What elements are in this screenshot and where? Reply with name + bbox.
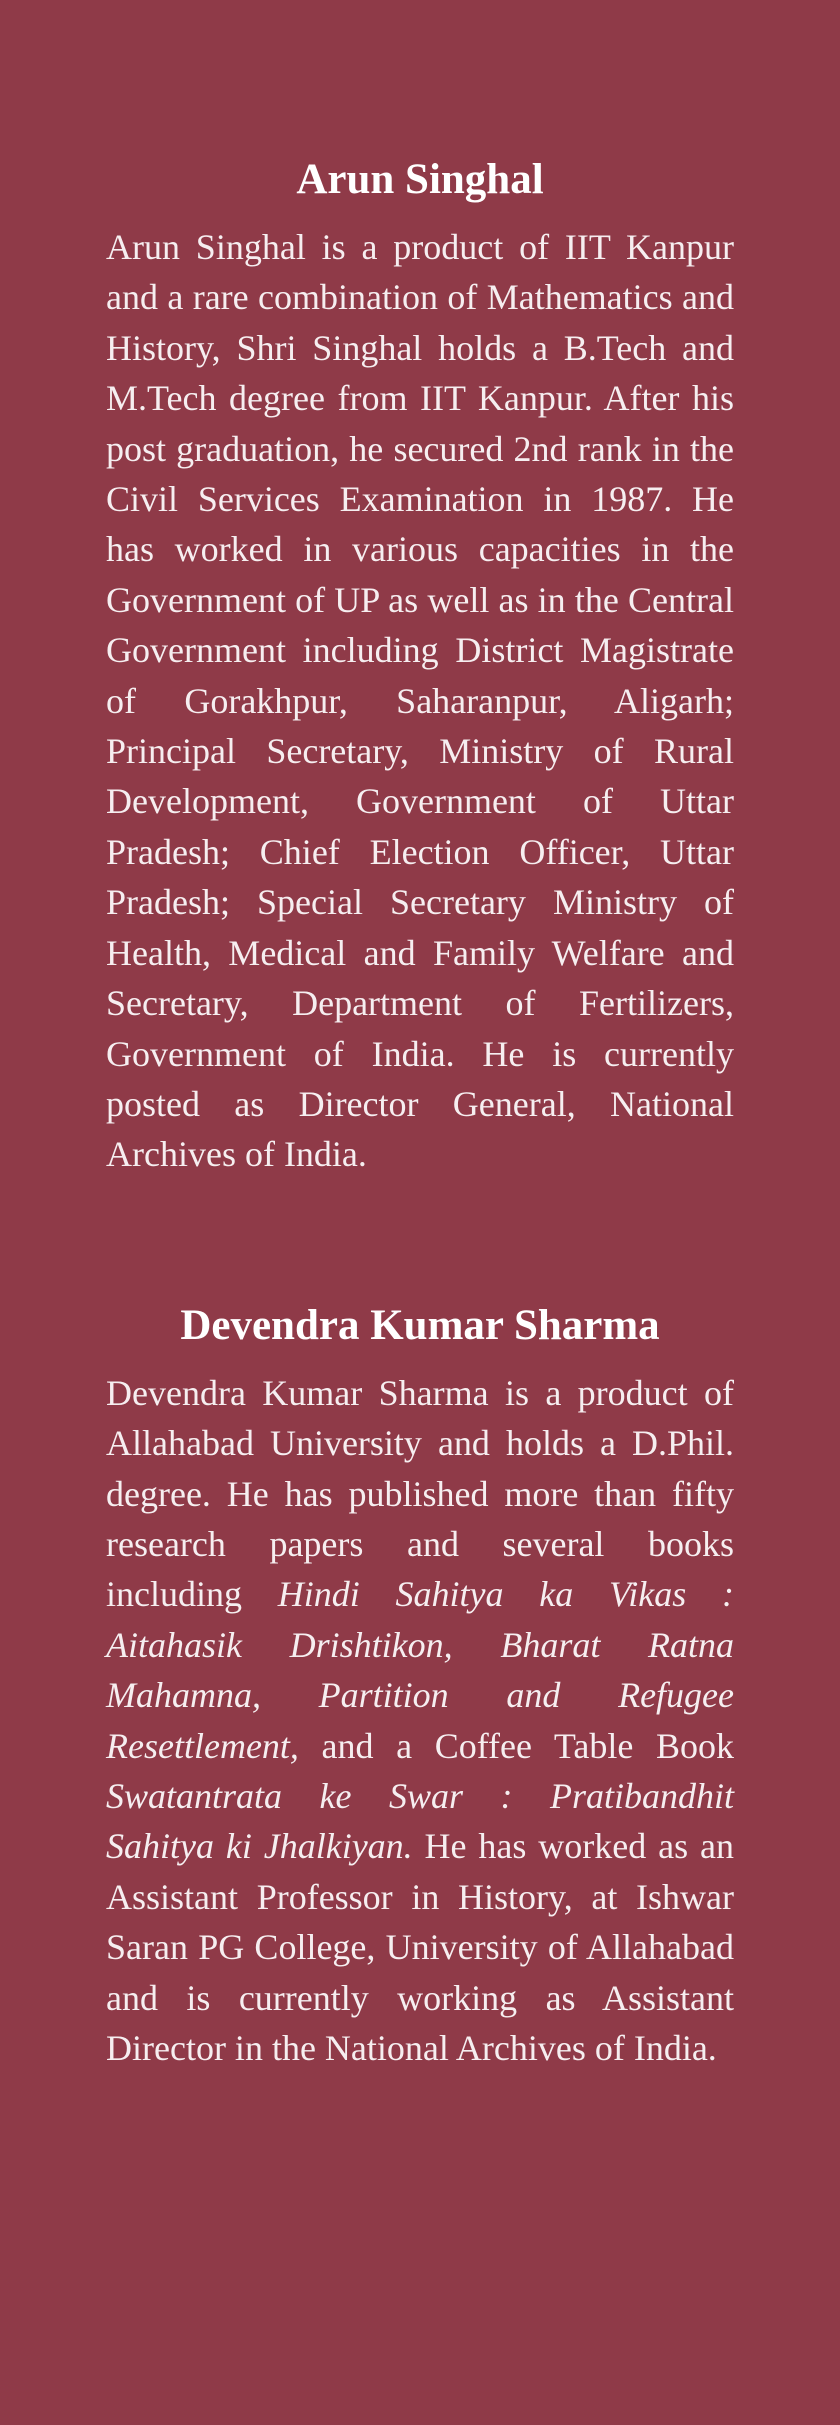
author-biography bbox=[106, 1368, 734, 2074]
author-name: Devendra Kumar Sharma bbox=[180, 1301, 660, 1349]
biography-text: and a Coffee Table Book bbox=[298, 1725, 734, 1766]
book-title: Swatantrata ke Swar : Pratibandhit Sahitya ki Jhalkiyan. bbox=[106, 1775, 734, 1867]
bio-arun-singhal bbox=[106, 0, 734, 1180]
bio-devendra-kumar-sharma bbox=[106, 1180, 734, 2074]
book-titles: Hindi Sahitya ka Vikas : Aitahasik Drishtikon, Bharat Ratna Mahamna, Partition and Refugee Resettlement, bbox=[106, 1574, 734, 1766]
author-name: Arun Singhal bbox=[296, 156, 544, 203]
biography-text: Devendra Kumar Sharma is a product of Allahabad University and holds a D.Phil. degree. He has published more than fifty research papers and several books including bbox=[106, 1372, 734, 1615]
author-biography: Arun Singhal is a product of IIT Kanpur and a rare combination of Mathematics and History, Shri Singhal holds a B.Tech and M.Tech degree from IIT Kanpur. After his post graduation, he secured 2nd rank in the Civil Services Examination in 1987. He has worked in various capacities in the Government of UP as well as in the Central Government including District Magistrate of Gorakhpur, Saharanpur, Aligarh; Principal Secretary, Ministry of Rural Development, Government of Uttar Pradesh; Chief Election Officer, Uttar Pradesh; Special Secretary Ministry of Health, Medical and Family Welfare and Secretary, Department of Fertilizers, Government of India. He is currently posted as Director General, National Archives of India. bbox=[106, 227, 734, 1175]
biography-text: He has worked as an Assistant Professor in History, at Ishwar Saran PG College, University of Allahabad and is currently working as Assistant Director in the National Archives of India. bbox=[106, 1826, 734, 2068]
